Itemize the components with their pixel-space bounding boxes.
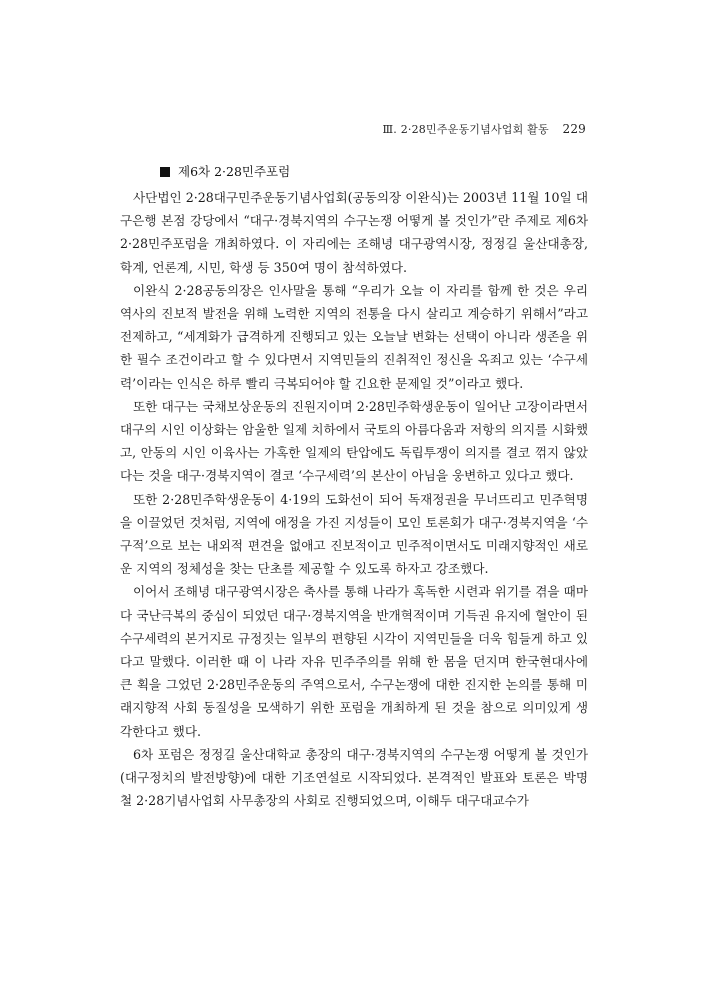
paragraph-5: 이어서 조해녕 대구광역시장은 축사를 통해 나라가 혹독한 시련과 위기를 겪을 때마다 국난극복의 중심이 되었던 대구·경북지역을 반개혁적이며 기득권 유지에 혈안이 된 수구세력의 본거지로 규정짓는 일부의 편향된 시각이 지역민들을 더욱 힘들게 하고 있다고 말했다. 이러한 때 이 나라 자유 민주주의를 위해 한 몸을 던지며 한국현대사에 큰 획을 그었던 2·28민주운동의 주역으로서, 수구논쟁에 대한 진지한 논의를 통해 미래지향적 사회 동질성을 모색하기 위한 포럼을 개최하게 된 것을 참으로 의미있게 생각한다고 했다.: [120, 584, 588, 739]
body-text: [120, 186, 588, 812]
paragraph-1: 사단법인 2·28대구민주운동기념사업회(공동의장 이완식)는 2003년 11월 10일 대구은행 본점 강당에서 “대구·경북지역의 수구논쟁 어떻게 볼 것인가”란 주제로 제6차 2·28민주포럼을 개최하였다. 이 자리에는 조해녕 대구광역시장, 정정길 울산대총장, 학계, 언론계, 시민, 학생 등 350여 명이 참석하였다.: [120, 190, 588, 275]
paragraph-2: 이완식 2·28공동의장은 인사말을 통해 “우리가 오늘 이 자리를 함께 한 것은 우리 역사의 진보적 발전을 위해 노력한 지역의 전통을 다시 살리고 계승하기 위해서”라고 전제하고, “세계화가 급격하게 진행되고 있는 오늘날 변화는 선택이 아니라 생존을 위한 필수 조건이라고 할 수 있다면서 지역민들의 진취적인 정신을 옥죄고 있는 ‘수구세력’이라는 인식은 하루 빨리 극복되어야 할 긴요한 문제일 것”이라고 했다.: [120, 282, 588, 391]
paragraph-6: 6차 포럼은 정정길 울산대학교 총장의 대구·경북지역의 수구논쟁 어떻게 볼 것인가(대구정치의 발전방향)에 대한 기조연설로 시작되었다. 본격적인 발표와 토론은 박명철 2·28기념사업회 사무총장의 사회로 진행되었으며, 이해두 대구대교수가: [120, 746, 588, 809]
paragraph-4: 또한 2·28민주학생운동이 4·19의 도화선이 되어 독재정권을 무너뜨리고 민주혁명을 이끌었던 것처럼, 지역에 애정을 가진 지성들이 모인 토론회가 대구·경북지역을 ‘수구적’으로 보는 내외적 편견을 없애고 진보적이고 민주적이면서도 미래지향적인 새로운 지역의 정체성을 찾는 단초를 제공할 수 있도록 하자고 강조했다.: [120, 491, 588, 577]
running-header: [383, 121, 587, 137]
section-title: 제6차 2·28민주포럼: [178, 164, 291, 179]
paragraph-3: 또한 대구는 국채보상운동의 진원지이며 2·28민주학생운동이 일어난 고장이라면서 대구의 시인 이상화는 암울한 일제 치하에서 국토의 아름다움과 저항의 의지를 시화했고, 안동의 시인 이육사는 가혹한 일제의 탄압에도 독립투쟁이 의지를 결코 꺾지 않았다는 것을 대구·경북지역이 결코 ‘수구세력’의 본산이 아님을 웅변하고 있다고 했다.: [120, 398, 588, 484]
black-square-icon: [160, 167, 170, 177]
page-number: 229: [562, 122, 586, 136]
section-heading: [160, 162, 290, 180]
running-title: Ⅲ. 2·28민주운동기념사업회 활동: [382, 123, 549, 136]
